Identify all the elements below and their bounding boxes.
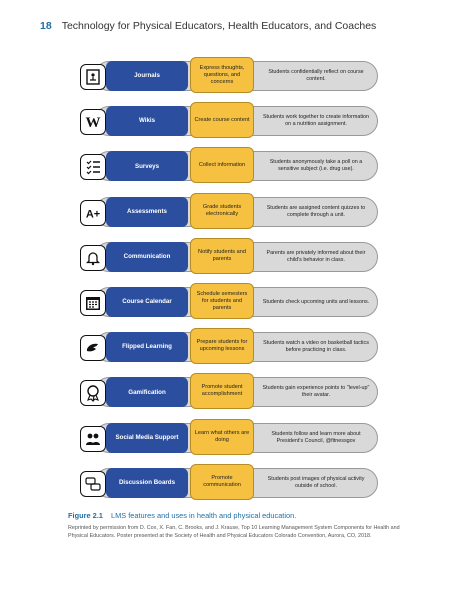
lms-feature-row bbox=[80, 328, 382, 364]
lms-feature-row bbox=[80, 147, 382, 183]
figure-credit: Reprinted by permission from D. Cox, X. Fan, C. Brooks, and J. Krause, Top 10 Learning Management System Components for Health and Physical Educators. Poster presented at the Society of Health and Physical Educators Colorado Convention, Aurora, CO, 2018. bbox=[68, 525, 400, 539]
discussion-bubbles-icon bbox=[80, 471, 106, 497]
figure-caption-text: LMS features and uses in health and physical education. bbox=[110, 511, 297, 520]
feature-use: Learn what others are doing bbox=[190, 419, 254, 455]
feature-label: Surveys bbox=[106, 151, 188, 181]
lms-feature-row bbox=[80, 238, 382, 274]
feature-example: Students anonymously take a poll on a sensitive subject (i.e. drug use). bbox=[269, 159, 363, 173]
lms-feature-row bbox=[80, 464, 382, 500]
feature-use: Schedule semesters for students and parents bbox=[190, 283, 254, 319]
flipped-hand-icon bbox=[80, 335, 106, 361]
figure-caption bbox=[68, 511, 418, 520]
feature-use: Prepare students for upcoming lessons bbox=[190, 328, 254, 364]
feature-label: Social Media Support bbox=[106, 423, 188, 453]
feature-example: Students watch a video on basketball tactics before practicing in class. bbox=[263, 340, 369, 354]
bell-notification-icon bbox=[80, 245, 106, 271]
feature-example: Parents are privately informed about their child's behavior in class. bbox=[266, 249, 366, 263]
feature-example: Students follow and learn more about President's Council, @fitnessgov bbox=[271, 430, 361, 444]
svg-text:W: W bbox=[85, 115, 101, 132]
lms-feature-row bbox=[80, 283, 382, 319]
checklist-icon bbox=[80, 154, 106, 180]
feature-label: Journals bbox=[106, 61, 188, 91]
feature-use: Collect information bbox=[190, 147, 254, 183]
feature-use: Create course content bbox=[190, 102, 254, 138]
feature-label: Communication bbox=[106, 242, 188, 272]
social-people-icon bbox=[80, 426, 106, 452]
feature-label: Gamification bbox=[106, 377, 188, 407]
feature-example: Students gain experience points to "level-up" their avatar. bbox=[262, 385, 370, 399]
feature-example: Students work together to create information on a nutrition assignment. bbox=[262, 114, 370, 128]
feature-use: Grade students electronically bbox=[190, 193, 254, 229]
feature-label: Wikis bbox=[106, 106, 188, 136]
feature-label: Discussion Boards bbox=[106, 468, 188, 498]
feature-use: Promote student accomplishment bbox=[190, 373, 254, 409]
feature-label: Flipped Learning bbox=[106, 332, 188, 362]
feature-example: Students check upcoming units and lessons. bbox=[262, 298, 370, 305]
feature-label: Assessments bbox=[106, 197, 188, 227]
feature-example: Students post images of physical activity outside of school. bbox=[267, 475, 365, 489]
feature-use: Promote communication bbox=[190, 464, 254, 500]
journal-icon bbox=[80, 64, 106, 90]
feature-label: Course Calendar bbox=[106, 287, 188, 317]
page-number: 18 bbox=[40, 20, 52, 32]
lms-feature-row bbox=[80, 102, 382, 138]
calendar-icon bbox=[80, 290, 106, 316]
feature-use: Notify students and parents bbox=[190, 238, 254, 274]
lms-feature-row bbox=[80, 193, 382, 229]
feature-example: Students are assigned content quizzes to complete through a unit. bbox=[266, 204, 366, 218]
running-title: Technology for Physical Educators, Health Educators, and Coaches bbox=[61, 20, 377, 32]
lms-feature-row bbox=[80, 419, 382, 455]
lms-feature-row bbox=[80, 373, 382, 409]
feature-example: Students confidentially reflect on course content. bbox=[268, 69, 364, 82]
figure-label: Figure 2.1 bbox=[68, 511, 103, 520]
a-plus-grade-icon bbox=[80, 200, 106, 226]
running-header bbox=[40, 20, 376, 34]
svg-text:A+: A+ bbox=[85, 208, 101, 221]
lms-feature-row bbox=[80, 57, 382, 93]
wiki-w-icon bbox=[80, 109, 106, 135]
award-badge-icon bbox=[80, 380, 106, 406]
feature-use: Express thoughts, questions, and concerns bbox=[190, 57, 254, 93]
